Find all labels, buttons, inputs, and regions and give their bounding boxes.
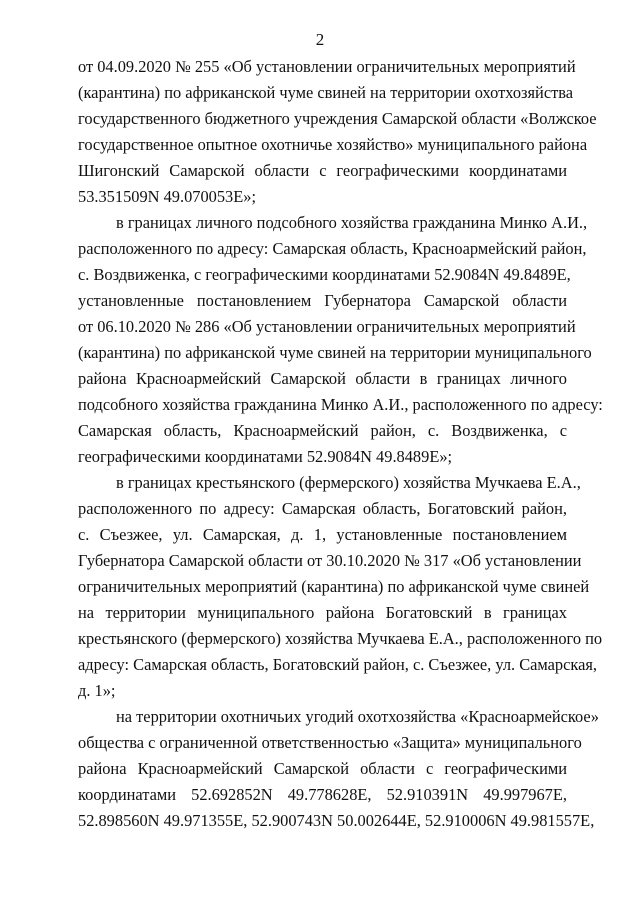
paragraph-first-line: в границах крестьянского (фермерского) хозяйства Мучкаева Е.А., xyxy=(116,473,581,492)
text-line: д. 1»; xyxy=(78,681,116,700)
text-line: крестьянского (фермерского) хозяйства Мучкаева Е.А., расположенного по xyxy=(78,629,603,648)
text-line: (карантина) по африканской чуме свиней на территории охотхозяйства xyxy=(78,83,574,102)
text-line: расположенного по адресу: Самарская область, Красноармейский район, xyxy=(78,239,587,258)
text-line: расположенного по адресу: Самарская область, Богатовский район, xyxy=(78,499,567,518)
text-line: адресу: Самарская область, Богатовский район, с. Съезжее, ул. Самарская, xyxy=(78,655,598,674)
text-line: государственного бюджетного учреждения Самарской области «Волжское xyxy=(78,109,597,128)
text-line: 52.898560N 49.971355E, 52.900743N 50.002644E, 52.910006N 49.981557E, xyxy=(78,811,595,830)
page-number: 2 xyxy=(315,30,325,49)
text-line: с. Воздвиженка, с географическими координатами 52.9084N 49.8489E, xyxy=(78,265,571,284)
text-line: (карантина) по африканской чуме свиней на территории муниципального xyxy=(78,343,592,362)
paragraph-first-line: в границах личного подсобного хозяйства гражданина Минко А.И., xyxy=(116,213,588,232)
text-line: координатами 52.692852N 49.778628E, 52.910391N 49.997967E, xyxy=(78,785,567,804)
text-line: на территории муниципального района Богатовский в границах xyxy=(78,603,567,622)
text-line: с. Съезжее, ул. Самарская, д. 1, установленные постановлением xyxy=(78,525,567,544)
text-line: района Красноармейский Самарской области в границах личного xyxy=(78,369,567,388)
text-line: от 06.10.2020 № 286 «Об установлении ограничительных мероприятий xyxy=(78,317,576,336)
text-line: установленные постановлением Губернатора Самарской области xyxy=(78,291,567,310)
text-line: ограничительных мероприятий (карантина) по африканской чуме свиней xyxy=(78,577,590,596)
text-line: от 04.09.2020 № 255 «Об установлении ограничительных мероприятий xyxy=(78,57,576,76)
text-line: 53.351509N 49.070053E»; xyxy=(78,187,257,206)
text-line: подсобного хозяйства гражданина Минко А.И., расположенного по адресу: xyxy=(78,395,603,414)
text-line: государственное опытное охотничье хозяйство» муниципального района xyxy=(78,135,588,154)
text-line: Самарская область, Красноармейский район, с. Воздвиженка, с xyxy=(78,421,567,440)
text-line: Шигонский Самарской области с географическими координатами xyxy=(78,161,567,180)
paragraph-first-line: на территории охотничьих угодий охотхозяйства «Красноармейское» xyxy=(116,707,599,726)
text-line: Губернатора Самарской области от 30.10.2020 № 317 «Об установлении xyxy=(78,551,582,570)
text-line: общества с ограниченной ответственностью «Защита» муниципального xyxy=(78,733,582,752)
text-line: района Красноармейский Самарской области с географическими xyxy=(78,759,567,778)
text-line: географическими координатами 52.9084N 49.8489E»; xyxy=(78,447,453,466)
